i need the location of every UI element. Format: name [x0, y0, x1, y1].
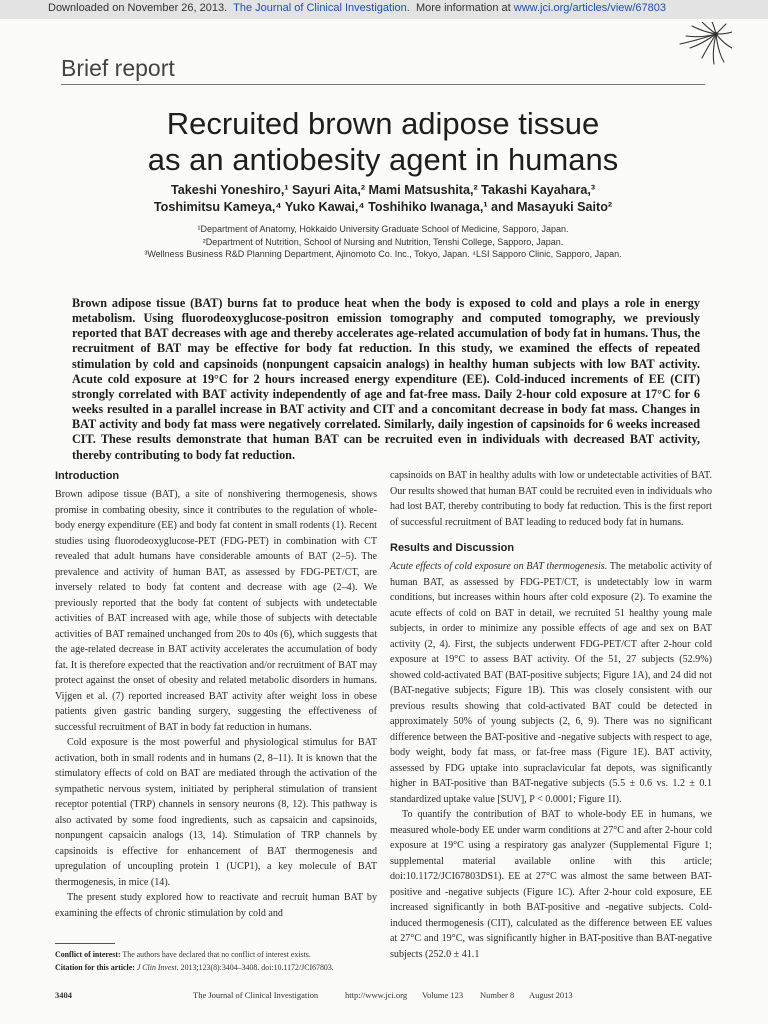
article-url-link[interactable]: www.jci.org/articles/view/67803 [513, 2, 667, 14]
section-label: Brief report [61, 55, 175, 81]
citation-text: 2013;123(8):3404–3408. doi:10.1172/JCI67803. [178, 963, 334, 972]
conflict-of-interest-note [55, 948, 377, 961]
introduction-heading: Introduction [55, 470, 120, 482]
citation-note [55, 961, 377, 974]
right-column [390, 468, 712, 962]
download-banner-text [48, 2, 666, 14]
intro-continuation: capsinoids on BAT in healthy adults with low or undetectable activities of BAT. Our results showed that human BAT could be recruited even in individuals who had lost BAT, thereby contributing to body fat reduction. This is the first report of successful recruitment of BAT leading to reduced body fat in humans. [390, 470, 712, 528]
conflict-text: The authors have declared that no conflict of interest exists. [120, 950, 311, 959]
intro-paragraph-2: Cold exposure is the most powerful and physiological stimulus for BAT activation, both in small rodents and in humans (2, 8–11). It is known that the stimulatory effects of cold on BAT are mediated through the activation of the sympathetic nervous system, initiated by peripheral stimulation of transient receptor potential (TRP) channels in sensory neurons (8, 12). This pathway is also activated by some food ingredients, such as capsaicin and capsinoids, nonpungent capsaicin analogs (13, 14). Stimulation of TRP channels by capsinoids is effective for enhancement of BAT thermogenesis and upregulation of uncoupling protein 1 (UCP1), a key molecule of BAT thermogenesis, in mice (14). [55, 737, 377, 888]
affiliations [61, 223, 705, 261]
affiliation-3: ³Wellness Business R&D Planning Department, Ajinomoto Co. Inc., Tokyo, Japan. ⁴LSI Sapporo Clinic, Sapporo, Japan. [144, 249, 622, 259]
conflict-label: Conflict of interest: [55, 950, 121, 959]
left-column [55, 468, 377, 921]
results-paragraph-2: To quantify the contribution of BAT to whole-body EE in humans, we measured whole-body EE under warm conditions at 27°C and after 2-hour cold exposure at 19°C using a respiratory gas analyzer (Supplemental Figure 1; supplemental material available online with this article; doi:10.1172/JCI67803DS1). EE at 27°C was almost the same between BAT-positive and -negative subjects (Figure 1C). After 2-hour cold exposure, EE increased significantly in both BAT-positive and -negative subjects. Cold-induced thermogenesis (CIT), calculated as the difference between EE values at 27°C and 19°C, was significantly higher in BAT-positive than BAT-negative subjects (252.0 ± 41.1 [390, 809, 712, 960]
download-banner [0, 0, 768, 19]
results-runin-heading: Acute effects of cold exposure on BAT thermogenesis. [390, 561, 608, 572]
footer-journal: The Journal of Clinical Investigation [193, 990, 319, 1000]
page-footer [55, 990, 705, 1004]
footer-volume: Volume 123 [422, 990, 464, 1000]
more-info-label: More information at [415, 2, 511, 14]
results-paragraph-1 [390, 559, 712, 807]
citation-journal: J Clin Invest. [134, 963, 179, 972]
citation-label: Citation for this article: [55, 963, 135, 972]
jci-starburst-logo-icon [672, 22, 732, 76]
footer-issue-number: Number 8 [480, 990, 515, 1000]
footnotes [55, 948, 377, 974]
affiliation-1: ¹Department of Anatomy, Hokkaido University Graduate School of Medicine, Sapporo, Japan. [197, 224, 569, 234]
author-list [61, 182, 705, 216]
authors-line-1: Takeshi Yoneshiro,¹ Sayuri Aita,² Mami Matsushita,² Takashi Kayahara,³ [170, 183, 596, 197]
intro-paragraph-1: Brown adipose tissue (BAT), a site of nonshivering thermogenesis, shows promise in combating obesity, since it contributes to the regulation of whole-body energy expenditure (EE) and body fat content in small rodents (1). Recent studies using fluorodeoxyglucose-PET (FDG-PET) in combination with CT revealed that adult humans have considerable amounts of BAT (2–5). The prevalence and activity of human BAT, as assessed by FDG-PET/CT, are inversely related to body fat content and decrease with age (2–4). We previously reported that the body fat content of subjects with undetectable activities of BAT increased with age, while those of subjects with detectable activities of BAT remained unchanged from 20s to 40s (6), which suggests that the age-related decrease in BAT activity accelerates the accumulation of body fat. It is therefore expected that the reactivation and/or recruitment of BAT may protect against the onset of obesity and related metabolic disorders in humans. Vijgen et al. (7) reported increased BAT activity after weight loss in obese patients given gastric banding surgery, suggesting the effectiveness of successful recruitment of BAT in body fat reduction in humans. [55, 489, 377, 733]
footer-date: August 2013 [529, 990, 573, 1000]
affiliation-2: ²Department of Nutrition, School of Nursing and Nutrition, Tenshi College, Sapporo, Japan. [202, 236, 564, 247]
section-divider [61, 84, 705, 85]
authors-line-2: Toshimitsu Kameya,⁴ Yuko Kawai,⁴ Toshihiko Iwanaga,¹ and Masayuki Saito² [153, 200, 613, 214]
page-number: 3404 [55, 990, 72, 1000]
footnote-divider [55, 943, 115, 944]
download-date: Downloaded on November 26, 2013. [48, 2, 228, 14]
title-line-1: Recruited brown adipose tissue [166, 106, 600, 141]
results-paragraph-1-text: The metabolic activity of human BAT, as assessed by FDG-PET/CT, is undetectably low in warm conditions, but increases within hours after cold exposure (2). To examine the acute effects of cold on BAT in detail, we recruited 51 healthy young male subjects, in order to minimize any possible effects of age and sex on BAT activity (2, 4). First, the subjects underwent FDG-PET/CT after 2-hour cold exposure at 19°C to assess BAT activity. Of the 51, 27 subjects (52.9%) showed cold-activated BAT (BAT-positive subjects; Figure 1A), and 24 did not (BAT-negative subjects; Figure 1B). This was closely consistent with our previous results showing that cold-activated BAT could be detected in approximately 50% of young subjects (2, 6, 9). There was no significant difference between the BAT-positive and -negative subjects with respect to age, body weight, body fat mass, or fat-free mass (Figure 1E). BAT activity, assessed by FDG uptake into supraclavicular fat depots, was significantly higher in BAT-positive than BAT-negative subjects (5.5 ± 0.6 vs. 1.2 ± 0.1 standardized uptake value [SUV], P < 0.0001; Figure 1I). [390, 561, 712, 805]
title-line-2: as an antiobesity agent in humans [147, 142, 619, 177]
journal-link[interactable]: The Journal of Clinical Investigation. [233, 2, 410, 14]
abstract: Brown adipose tissue (BAT) burns fat to produce heat when the body is exposed to cold and plays a role in energy metabolism. Using fluorodeoxyglucose-positron emission tomography and computed tomography, we previously reported that BAT decreases with age and thereby accelerates age-related accumulation of body fat in humans. Thus, the recruitment of BAT may be effective for body fat reduction. In this study, we examined the effects of repeated stimulation by cold and capsinoids (nonpungent capsaicin analogs) in healthy human subjects with low BAT activity. Acute cold exposure at 19°C for 2 hours increased energy expenditure (EE). Cold-induced increments of EE (CIT) strongly correlated with BAT activity independently of age and fat-free mass. Daily 2-hour cold exposure at 17°C for 6 weeks resulted in a parallel increase in BAT activity and CIT and a concomitant decrease in body fat mass. Changes in BAT activity and body fat mass were negatively correlated. Similarly, daily ingestion of capsinoids for 6 weeks increased CIT. These results demonstrate that human BAT can be recruited even in individuals with decreased BAT activity, thereby contributing to body fat reduction. [72, 296, 700, 462]
results-heading: Results and Discussion [390, 542, 515, 554]
footer-url-link[interactable]: http://www.jci.org [345, 990, 408, 1000]
intro-paragraph-3: The present study explored how to reactivate and recruit human BAT by examining the effects of chronic stimulation by cold and [55, 892, 377, 919]
article-title [61, 106, 705, 178]
